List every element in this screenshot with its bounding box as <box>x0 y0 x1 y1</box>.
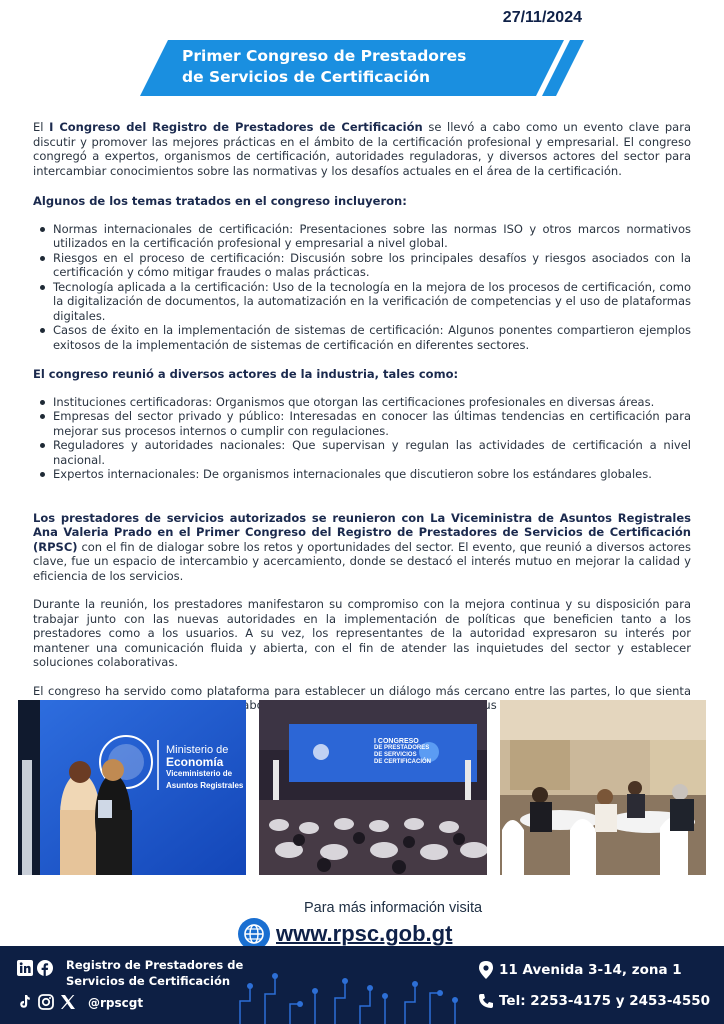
more-info-label: Para más información visita <box>303 900 483 916</box>
facebook-icon[interactable] <box>37 960 53 976</box>
meeting-paragraph: Los prestadores de servicios autorizados se reunieron con La Viceministra de Asuntos Registrales Ana Valeria Prado en el Primer Congreso del Registro de Prestadores de Servicios de Certificación (RPSC) con el fin de dialogar sobre los retos y oportunidades del sector. El evento, que reunió a diversos actores clave, fue un espacio de intercambio y acercamiento, donde se destacó el interés mutuo en mejorar la calidad y eficiencia de los servicios. <box>33 510 691 583</box>
banner-title-line2: de Servicios de Certificación <box>182 68 431 86</box>
list-item: Riesgos en el proceso de certificación: Discusión sobre los principales desafíos y riesgos asociados con la certificación y cómo mitigar fraudes o malas prácticas. <box>53 250 691 279</box>
list-item: Casos de éxito en la implementación de sistemas de certificación: Algunos ponentes compartieron ejemplos exitosos de la implementación de sistemas de certificación en diferentes sectores. <box>53 323 691 352</box>
list-item: Expertos internacionales: De organismos internacionales que discutieron sobre los estándares globales. <box>53 467 691 482</box>
list-item: Reguladores y autoridades nacionales: Que supervisan y regulan las actividades de certificación a nivel nacional. <box>53 438 691 467</box>
photo-strip <box>18 700 706 875</box>
title-banner <box>140 40 584 96</box>
list-item: Tecnología aplicada a la certificación: Uso de la tecnología en la mejora de los procesos de certificación, como la digitalización de documentos, la automatización en la verificación de competencias y el uso de plataformas digitales. <box>53 279 691 323</box>
actors-heading: El congreso reunió a diversos actores de la industria, tales como: <box>33 367 459 381</box>
footer-social-row-top <box>17 960 53 976</box>
list-item: Normas internacionales de certificación: Presentaciones sobre las normas ISO y otros marcos normativos utilizados en la certificación profesional y empresarial a nivel global. <box>53 221 691 250</box>
commitment-paragraph: Durante la reunión, los prestadores manifestaron su compromiso con la mejora continua y su disposición para trabajar junto con las nuevas autoridades en la implementación de políticas que beneficien tanto a los prestadores como a los usuarios. A su vez, los representantes de la autoridad expresaron su interés por mantener una comunicación fluida y abierta, con el fin de atender las inquietudes del sector y establecer soluciones colaborativas. <box>33 597 691 669</box>
ministry-logo-text: Ministerio de Economía Viceministerio de Asuntos Registrales <box>166 744 244 790</box>
list-item: Empresas del sector privado y público: Interesadas en conocer las últimas tendencias en certificación para mejorar sus procesos internos o cumplir con regulaciones. <box>53 409 691 438</box>
article-body <box>33 120 691 713</box>
congress-screen-text: I CONGRESO DE PRESTADORES DE SERVICIOS DE CERTIFICACIÓN <box>374 738 431 765</box>
banner-title-line1: Primer Congreso de Prestadores <box>182 47 467 65</box>
phone-text: Tel: 2253-4175 y 2453-4550 <box>499 993 710 1009</box>
location-pin-icon <box>478 962 494 978</box>
closing-paragraph: El congreso ha servido como plataforma para establecer un diálogo más cercano entre las partes, lo que sienta sus <box>33 683 691 712</box>
tiktok-icon[interactable] <box>16 994 32 1010</box>
website-link[interactable]: www.rpsc.gob.gt <box>276 921 453 946</box>
topics-heading: Algunos de los temas tratados en el congreso incluyeron: <box>33 194 407 208</box>
document-date: 27/11/2024 <box>502 9 582 26</box>
photo-congress-hall <box>259 700 487 875</box>
intro-paragraph: El I Congreso del Registro de Prestadores de Certificación se llevó a cabo como un evento clave para discutir y promover las mejores prácticas en el ámbito de la certificación profesional y empresarial. El congreso congregó a expertos, organismos de certificación, autoridades reguladoras, y diversos actores del sector para intercambiar conocimientos sobre las normativas y los desafíos actuales en el área de la certificación. <box>33 120 691 178</box>
banner-title <box>182 46 512 88</box>
list-item: Instituciones certificadoras: Organismos que otorgan las certificaciones profesionales en diversas áreas. <box>53 395 691 410</box>
intro-bold: I Congreso del Registro de Prestadores de Certificación <box>49 120 423 134</box>
footer-address <box>478 962 682 978</box>
topics-list <box>33 222 691 353</box>
footer-phone <box>478 993 710 1009</box>
x-twitter-icon[interactable] <box>60 994 76 1010</box>
meeting-bold: Los prestadores de servicios autorizados se reunieron con La Viceministra de Asuntos Registrales Ana Valeria Prado en el Primer Congreso del Registro de Prestadores de Servicios de Certificación (RPSC) <box>33 510 691 554</box>
footer-social-row-bottom <box>16 994 76 1010</box>
more-info-block <box>0 900 724 946</box>
instagram-icon[interactable] <box>38 994 54 1010</box>
circuit-decoration <box>230 946 470 1024</box>
linkedin-icon[interactable] <box>17 960 33 976</box>
photo-ministry-backdrop <box>18 700 246 875</box>
social-handle: @rpscgt <box>88 996 144 1010</box>
phone-icon <box>478 993 494 1009</box>
footer <box>0 946 724 1024</box>
address-text: 11 Avenida 3-14, zona 1 <box>499 962 682 978</box>
photo-dinner-tables <box>500 700 706 875</box>
footer-org-name: Registro de Prestadores de Servicios de Certificación <box>66 958 244 988</box>
actors-list <box>33 395 691 482</box>
